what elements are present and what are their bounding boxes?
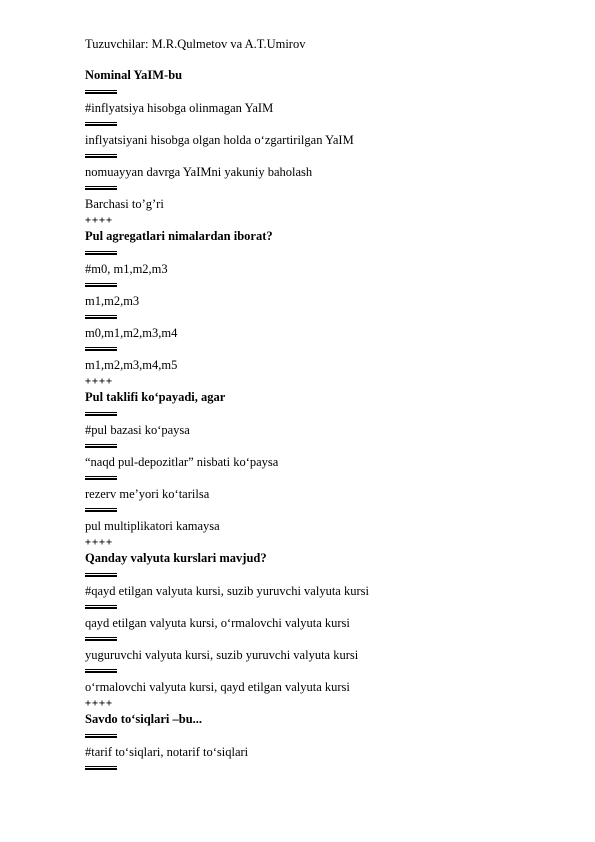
question-separator: ++++ <box>85 698 114 709</box>
question-separator: ++++ <box>85 215 114 226</box>
separator <box>85 412 117 416</box>
separator <box>85 734 117 738</box>
answer-correct: #qayd etilgan valyuta kursi, suzib yuruvchi valyuta kursi <box>85 584 369 598</box>
answer-option: qayd etilgan valyuta kursi, o‘rmalovchi valyuta kursi <box>85 616 350 630</box>
answer-option: yuguruvchi valyuta kursi, suzib yuruvchi valyuta kursi <box>85 648 359 662</box>
question-separator: ++++ <box>85 376 114 387</box>
answer-option: m1,m2,m3 <box>85 294 140 308</box>
answer-option: o‘rmalovchi valyuta kursi, qayd etilgan valyuta kursi <box>85 680 350 694</box>
question-1: Nominal YaIM-bu <box>85 68 183 82</box>
question-2: Pul agregatlari nimalardan iborat? <box>85 229 273 243</box>
answer-correct: #tarif to‘siqlari, notarif to‘siqlari <box>85 745 249 759</box>
answer-option: “naqd pul-depozitlar” nisbati ko‘paysa <box>85 455 279 469</box>
separator <box>85 605 117 609</box>
separator <box>85 508 117 512</box>
answer-correct: #m0, m1,m2,m3 <box>85 262 168 276</box>
separator <box>85 669 117 673</box>
separator <box>85 251 117 255</box>
answer-option: rezerv me’yori ko‘tarilsa <box>85 487 210 501</box>
answer-option: m1,m2,m3,m4,m5 <box>85 358 178 372</box>
separator <box>85 347 117 351</box>
answer-correct: #pul bazasi ko‘paysa <box>85 423 190 437</box>
separator <box>85 766 117 770</box>
answer-option: pul multiplikatori kamaysa <box>85 519 220 533</box>
question-4: Qanday valyuta kurslari mavjud? <box>85 551 267 565</box>
separator <box>85 186 117 190</box>
separator <box>85 283 117 287</box>
separator <box>85 315 117 319</box>
answer-correct: #inflyatsiya hisobga olinmagan YaIM <box>85 101 274 115</box>
separator <box>85 637 117 641</box>
separator <box>85 444 117 448</box>
answer-option: m0,m1,m2,m3,m4 <box>85 326 178 340</box>
separator <box>85 573 117 577</box>
header-authors: Tuzuvchilar: M.R.Qulmetov va A.T.Umirov <box>85 37 306 51</box>
question-separator: ++++ <box>85 537 114 548</box>
separator <box>85 154 117 158</box>
question-3: Pul taklifi ko‘payadi, agar <box>85 390 226 404</box>
answer-option: nomuayyan davrga YaIMni yakuniy baholash <box>85 165 313 179</box>
separator <box>85 476 117 480</box>
answer-option: inflyatsiyani hisobga olgan holda o‘zgartirilgan YaIM <box>85 133 354 147</box>
separator <box>85 122 117 126</box>
question-5: Savdo to‘siqlari –bu... <box>85 712 203 726</box>
answer-option: Barchasi to’g’ri <box>85 197 164 211</box>
separator <box>85 90 117 94</box>
